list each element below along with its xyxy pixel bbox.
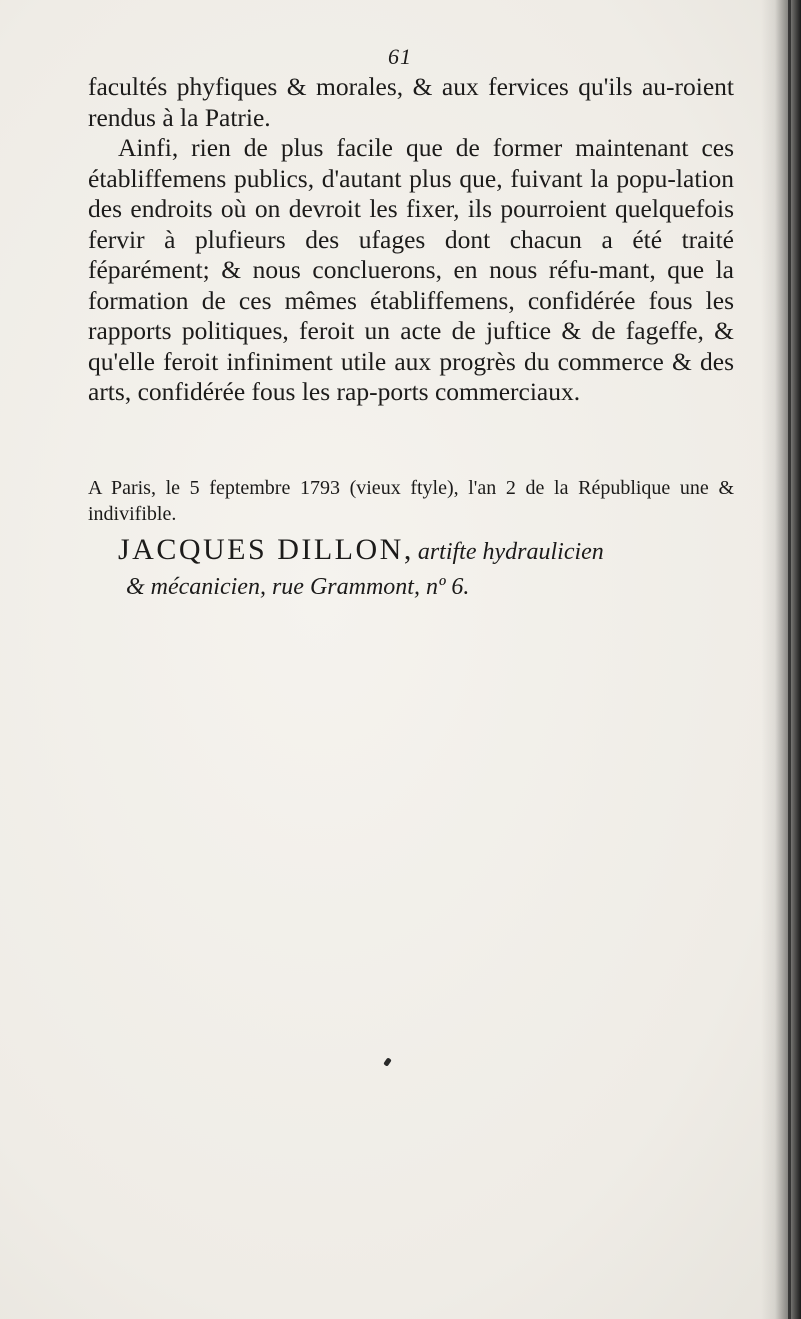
- signature-address: & mécanicien, rue Grammont, nº 6.: [126, 574, 470, 600]
- paragraph-1: facultés phyfiques & morales, & aux fervices qu'ils au-roient rendus à la Patrie.: [88, 72, 734, 132]
- body-text: [88, 72, 734, 408]
- ink-speck: [383, 1057, 392, 1066]
- signature-name: JACQUES DILLON,: [118, 533, 414, 566]
- page-edge-line: [788, 0, 791, 1319]
- signature-role: artifte hydraulicien: [417, 539, 604, 565]
- signature-block: [118, 534, 738, 603]
- dateline: A Paris, le 5 feptembre 1793 (vieux ftyle), l'an 2 de la République une & indivifible.: [88, 477, 734, 525]
- page-edge-shadow: [761, 0, 801, 1319]
- page-number: 61: [388, 44, 412, 69]
- paragraph-2: Ainfi, rien de plus facile que de former maintenant ces établiffemens publics, d'autant plus que, fuivant la popu-lation des endroits où on devroit les fixer, ils pourroient quelquefois fervir à plufieurs des ufages dont chacun a été traité féparément; & nous concluerons, en nous réfu-mant, que la formation de ces mêmes établiffemens, confidérée fous les rapports politiques, feroit un acte de juftice & de fageffe, & qu'elle feroit infiniment utile aux progrès du commerce & des arts, confidérée fous les rap-ports commerciaux.: [88, 133, 734, 406]
